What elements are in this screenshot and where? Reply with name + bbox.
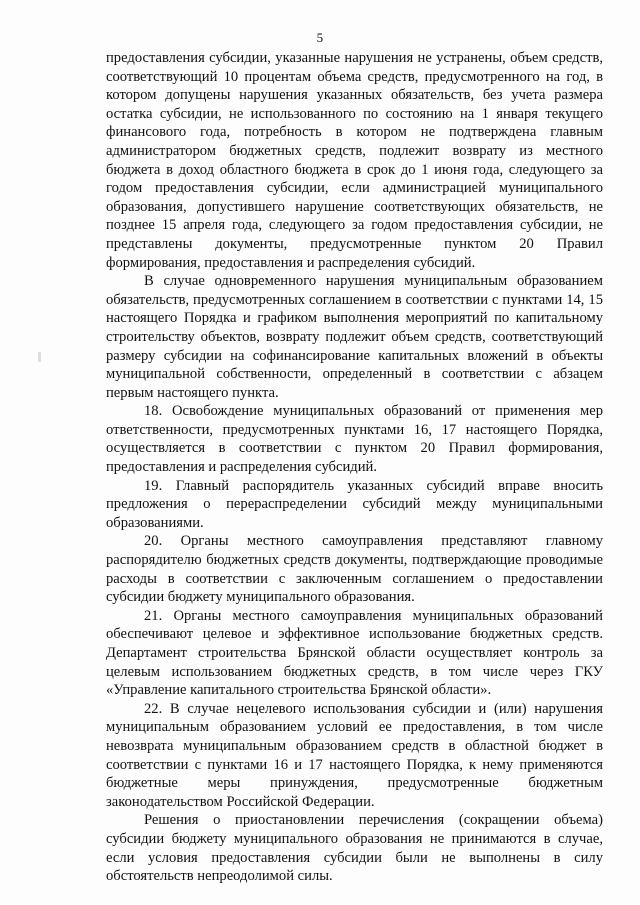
paragraph-simultaneous-violation: В случае одновременного нарушения муниципальным образованием обязательств, предусмотренных соглашением в соответствии с пунктами 14, 15 настоящего Порядка и графиком выполнения мероприятий по капитальному строительству объектов, возврату подлежит объем средств, соответствующий размеру субсидии на софинансирование капитальных вложений в объекты муниципальной собственности, определенный в соответствии с абзацем первым настоящего пункта. — [106, 273, 603, 401]
page-number: 5 — [316, 30, 324, 45]
paragraph-22: 22. В случае нецелевого использования субсидии и (или) нарушения муниципальным образованием условий ее предоставления, в том числе невозврата муниципальным образованием средств в областной бюджет в соответствии с пунктами 16 и 17 настоящего Порядка, к нему применяются бюджетные меры принуждения, предусмотренные бюджетным законодательством Российской Федерации. — [106, 700, 603, 810]
scan-artifact-mark — [38, 352, 41, 362]
paragraph-19: 19. Главный распорядитель указанных субсидий вправе вносить предложения о перераспределении субсидий между муниципальными образованиями. — [106, 477, 603, 531]
paragraph-continuation: предоставления субсидии, указанные нарушения не устранены, объем средств, соответствующий 10 процентам объема средств, предусмотренного на год, в котором допущены нарушения указанных обязательств, без учета размера остатка субсидии, не использованного по состоянию на 1 января текущего финансового года, потребность в котором не подтверждена главным администратором бюджетных средств, подлежит возврату из местного бюджета в доход областного бюджета в срок до 1 июня года, следующего за годом предоставления субсидии, если администрацией муниципального образования, допустившего нарушение соответствующих обязательств, не позднее 15 апреля года, следующего за годом предоставления субсидии, не представлены документы, предусмотренные пунктом 20 Правил формирования, предоставления и распределения субсидий. — [106, 50, 603, 271]
paragraph-18: 18. Освобождение муниципальных образований от применения мер ответственности, предусмотренных пунктами 16, 17 настоящего Порядка, осуществляется в соответствии с пунктом 20 Правил формирования, предоставления и распределения субсидий. — [106, 403, 603, 476]
paragraph-20: 20. Органы местного самоуправления представляют главному распорядителю бюджетных средств документы, подтверждающие проводимые расходы в соответствии с заключенным соглашением о предоставлении субсидии бюджету муниципального образования. — [106, 533, 603, 606]
paragraph-21: 21. Органы местного самоуправления муниципальных образований обеспечивают целевое и эффективное использование бюджетных средств. Департамент строительства Брянской области осуществляет контроль за целевым использованием бюджетных средств, в том числе через ГКУ «Управление капитального строительства Брянской области». — [106, 607, 603, 699]
paragraph-suspension-decisions: Решения о приостановлении перечисления (сокращении объема) субсидии бюджету муниципального образования не принимаются в случае, если условия предоставления субсидии были не выполнены в силу обстоятельств непреодолимой силы. — [106, 812, 603, 885]
document-body — [106, 49, 603, 886]
